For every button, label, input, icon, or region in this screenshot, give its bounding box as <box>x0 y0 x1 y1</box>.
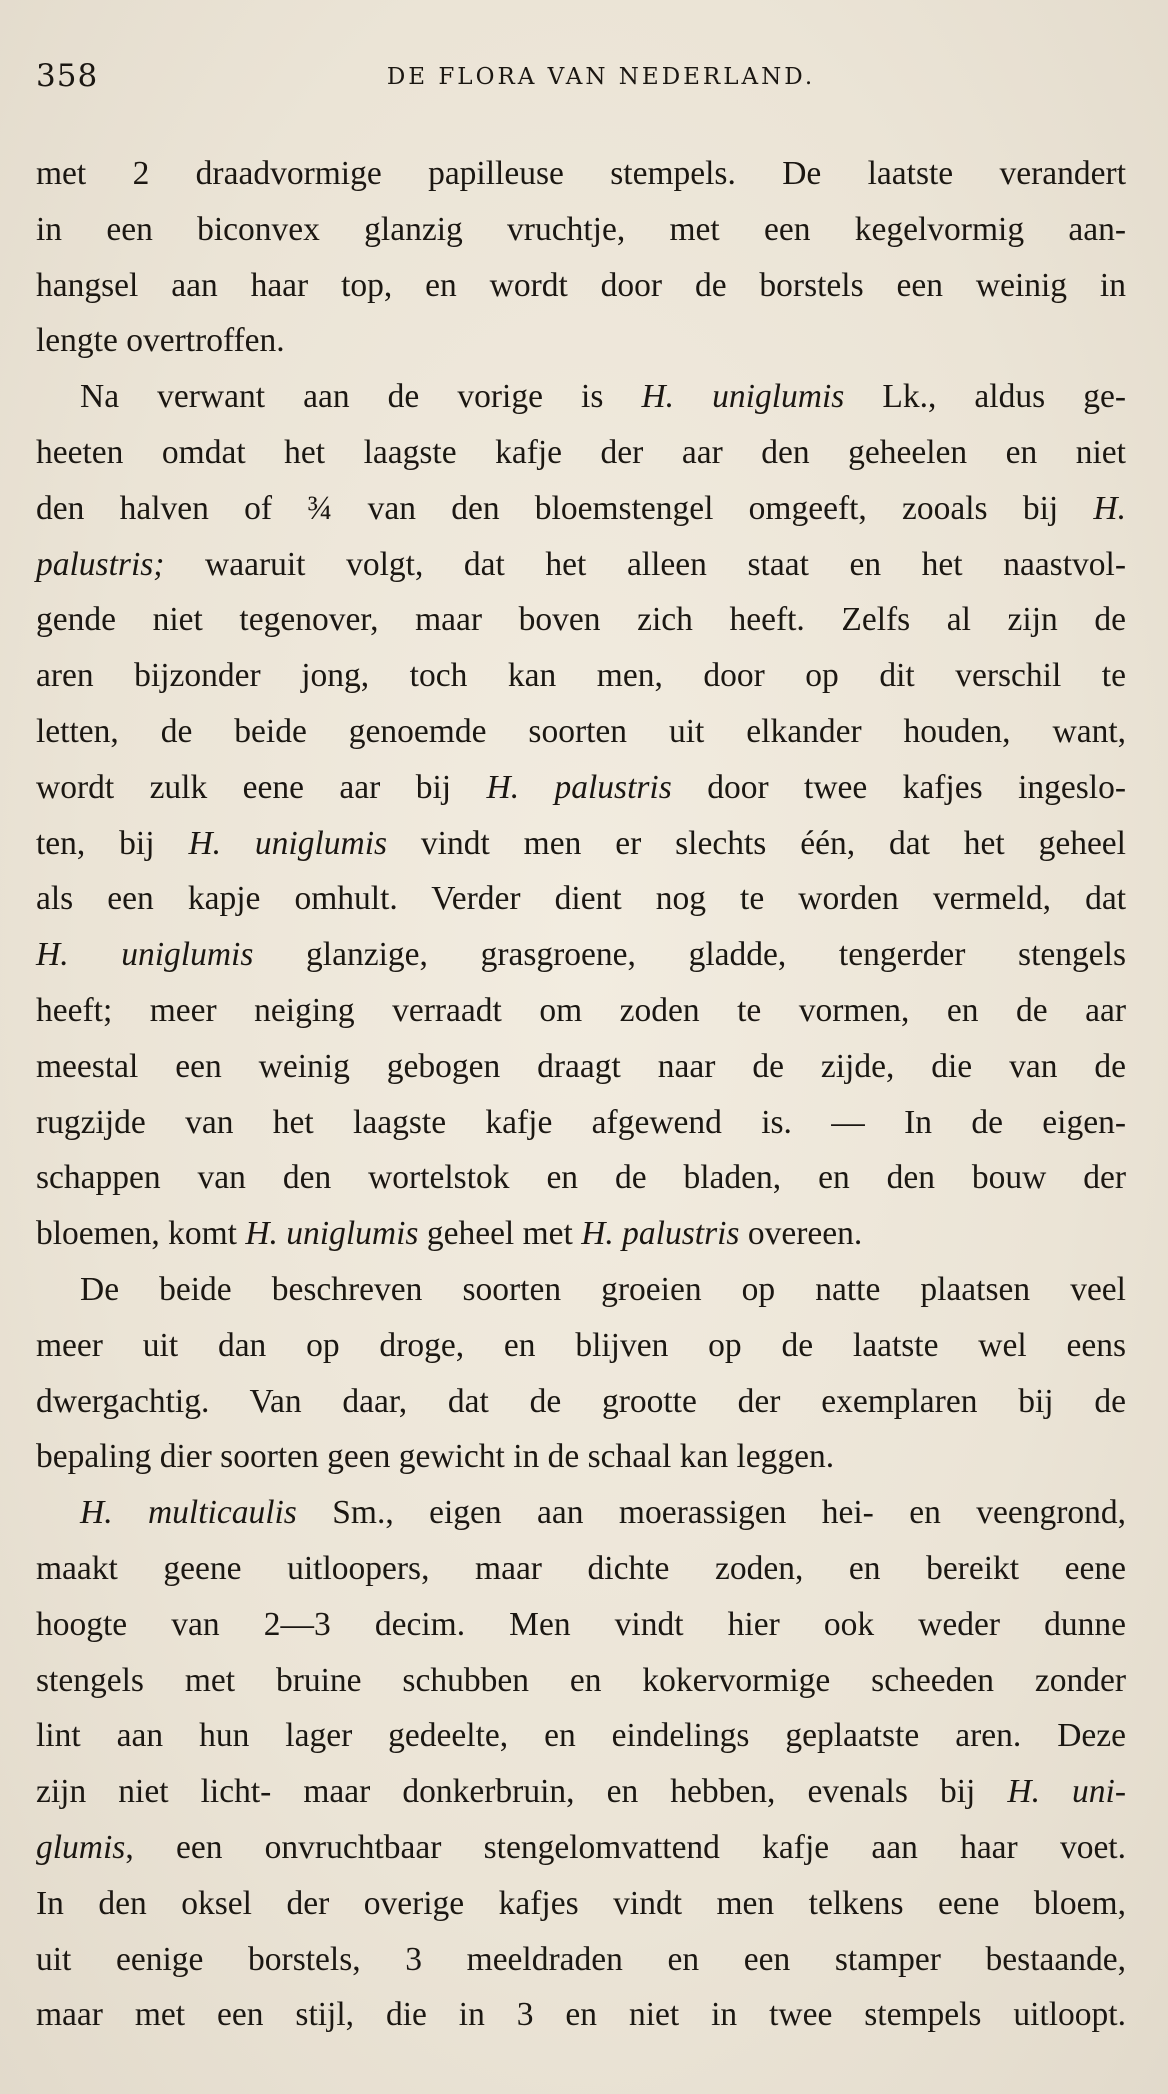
running-title: DE FLORA VAN NEDERLAND. <box>386 64 816 90</box>
body-text <box>36 146 1126 2043</box>
text-line: zijn niet licht- maar donkerbruin, en hebben, evenals bij H. uni- <box>36 1773 1127 1811</box>
text-line: letten, de beide genoemde soorten uit elkander houden, want, <box>36 712 1126 750</box>
text-line: gende niet tegenover, maar boven zich heeft. Zelfs al zijn de <box>36 601 1126 639</box>
text-line: meer uit dan op droge, en blijven op de laatste wel eens <box>36 1326 1126 1364</box>
text-line: bepaling dier soorten geen gewicht in de schaal kan leggen. <box>36 1438 835 1476</box>
text-line: In den oksel der overige kafjes vindt men telkens eene bloem, <box>36 1884 1126 1922</box>
page-header <box>36 58 1126 108</box>
text-line: aren bijzonder jong, toch kan men, door op dit verschil te <box>36 657 1126 695</box>
text-line: heeten omdat het laagste kafje der aar den geheelen en niet <box>36 433 1126 471</box>
text-line: uit eenige borstels, 3 meeldraden en een stamper bestaande, <box>36 1940 1126 1978</box>
text-line: De beide beschreven soorten groeien op natte plaatsen veel <box>80 1270 1126 1308</box>
text-line: Na verwant aan de vorige is H. uniglumis Lk., aldus ge- <box>80 378 1126 416</box>
text-line: heeft; meer neiging verraadt om zoden te vormen, en de aar <box>36 991 1126 1029</box>
text-line: H. multicaulis Sm., eigen aan moerassigen hei- en veengrond, <box>80 1494 1126 1532</box>
text-line: hoogte van 2—3 decim. Men vindt hier ook weder dunne <box>36 1605 1126 1643</box>
text-line: lint aan hun lager gedeelte, en eindelings geplaatste aren. Deze <box>36 1717 1126 1755</box>
text-line: met 2 draadvormige papilleuse stempels. De laatste verandert <box>36 155 1126 192</box>
text-line: ten, bij H. uniglumis vindt men er slechts één, dat het geheel <box>36 824 1126 862</box>
text-line: maakt geene uitloopers, maar dichte zoden, en bereikt eene <box>36 1549 1126 1587</box>
page-number: 358 <box>36 58 99 94</box>
text-line: hangsel aan haar top, en wordt door de borstels een weinig in <box>36 266 1126 304</box>
text-line: den halven of ¾ van den bloemstengel omgeeft, zooals bij H. <box>36 489 1126 527</box>
text-line: maar met een stijl, die in 3 en niet in twee stempels uitloopt. <box>36 1996 1126 2034</box>
text-line: bloemen, komt H. uniglumis geheel met H. palustris overeen. <box>36 1215 863 1253</box>
text-line: stengels met bruine schubben en kokervormige scheeden zonder <box>36 1661 1126 1699</box>
text-line: meestal een weinig gebogen draagt naar de zijde, die van de <box>36 1047 1126 1085</box>
text-line: lengte overtroffen. <box>36 322 285 360</box>
text-line: dwergachtig. Van daar, dat de grootte der exemplaren bij de <box>36 1382 1126 1420</box>
text-line: schappen van den wortelstok en de bladen, en den bouw der <box>36 1159 1126 1197</box>
text-line: palustris; waaruit volgt, dat het alleen staat en het naastvol- <box>36 545 1126 583</box>
text-line: rugzijde van het laagste kafje afgewend is. — In de eigen- <box>36 1103 1126 1141</box>
text-line: in een biconvex glanzig vruchtje, met een kegelvormig aan- <box>36 210 1126 248</box>
text-line: als een kapje omhult. Verder dient nog te worden vermeld, dat <box>36 880 1126 918</box>
text-line: wordt zulk eene aar bij H. palustris door twee kafjes ingeslo- <box>36 768 1126 806</box>
text-line: glumis, een onvruchtbaar stengelomvattend kafje aan haar voet. <box>36 1828 1126 1866</box>
text-line: H. uniglumis glanzige, grasgroene, gladde, tengerder stengels <box>36 936 1126 974</box>
